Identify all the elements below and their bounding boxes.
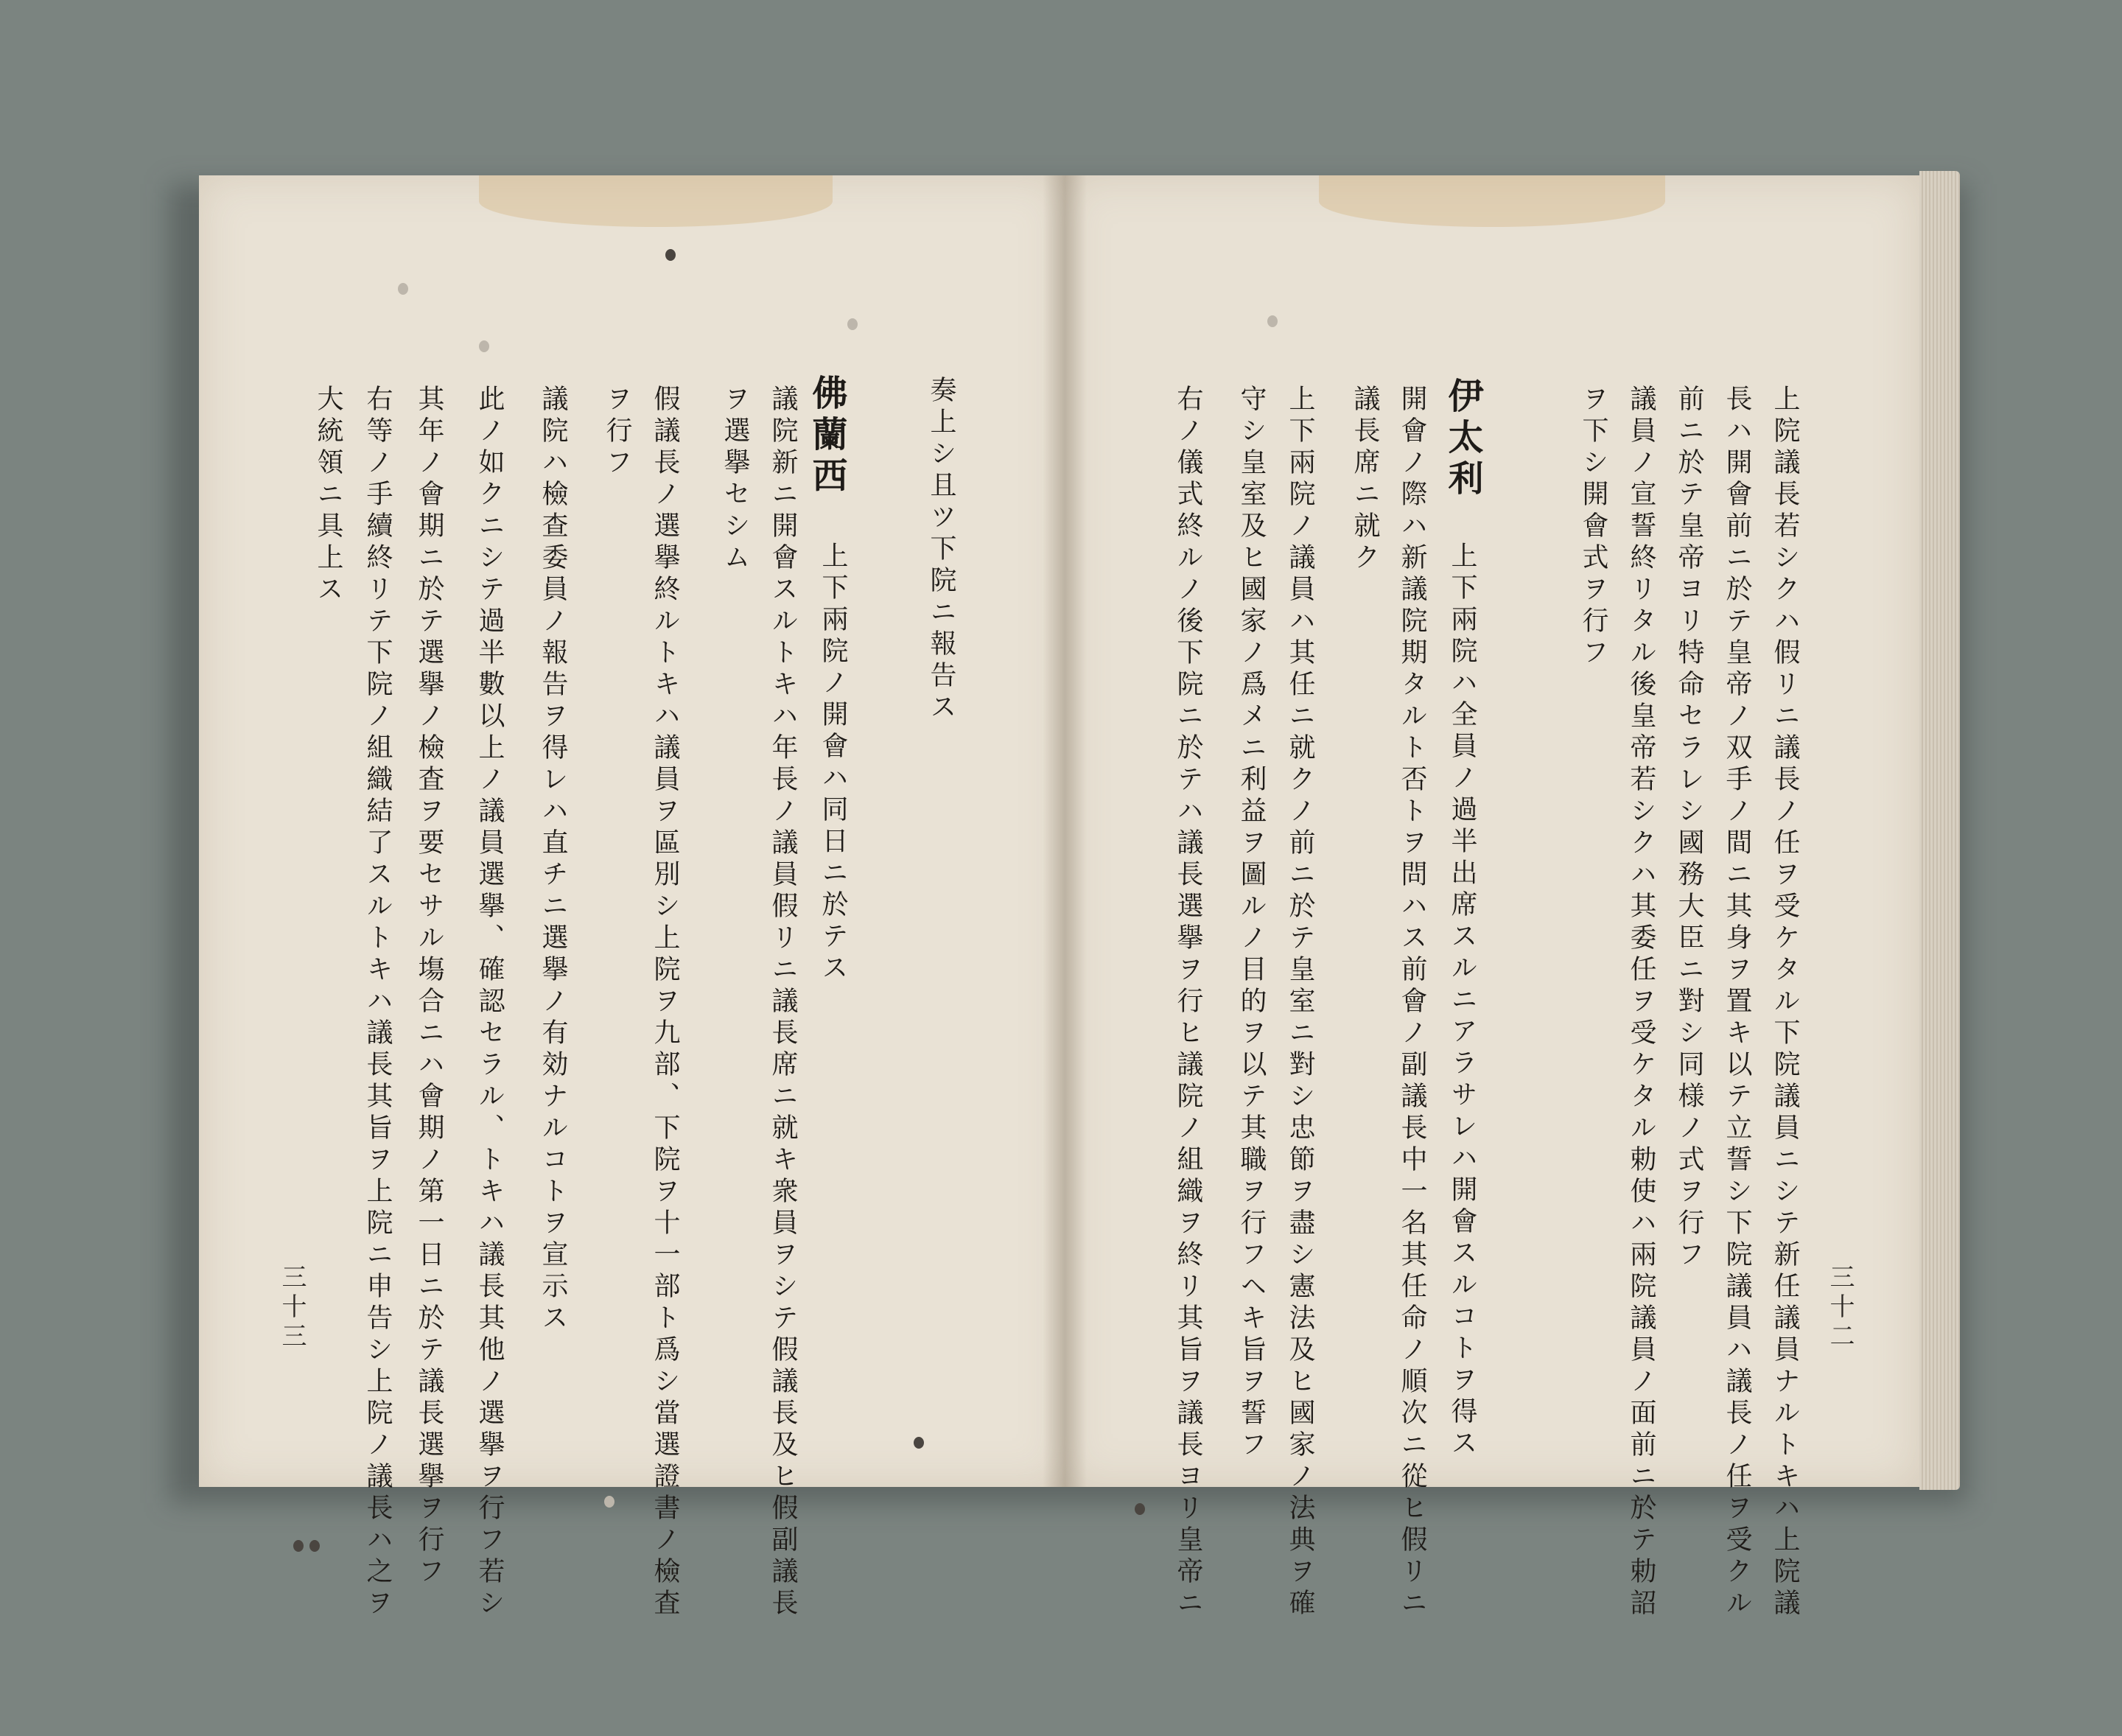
wormhole-spot	[1267, 315, 1278, 327]
top-stain-right	[1319, 175, 1665, 227]
text-column: ヲ選擧セシム	[720, 385, 750, 575]
wormhole-spot	[1135, 1503, 1145, 1515]
text-column: 開會ノ際ハ新議院期タルト否トヲ問ハス前會ノ副議長中一名其任命ノ順次ニ從ヒ假リニ	[1397, 385, 1427, 1620]
section-heading-france: 佛蘭西	[806, 374, 847, 498]
text-column: 右ノ儀式終ルノ後下院ニ於テハ議長選擧ヲ行ヒ議院ノ組織ヲ終リ其旨ヲ議長ヨリ皇帝ニ	[1173, 385, 1203, 1620]
text-column: 上下兩院ハ全員ノ過半出席スルニアラサレハ開會スルコトヲ得ス	[1447, 542, 1477, 1460]
text-column: 此ノ如クニシテ過半數以上ノ議員選擧、確認セラル、トキハ議長其他ノ選擧ヲ行フ若シ	[475, 385, 505, 1620]
page-number-left: 三十三	[277, 1264, 307, 1352]
text-column: 議員ノ宣誓終リタル後皇帝若シクハ其委任ヲ受ケタル勅使ハ兩院議員ノ面前ニ於テ勅詔	[1626, 385, 1656, 1620]
text-column: 奏上シ且ツ下院ニ報告ス	[926, 376, 956, 724]
book-gutter	[1043, 175, 1087, 1487]
text-column: ヲ下シ開會式ヲ行フ	[1578, 385, 1608, 670]
text-column: 右等ノ手續終リテ下院ノ組織結了スルトキハ議長其旨ヲ上院ニ申告シ上院ノ議長ハ之ヲ	[363, 385, 393, 1620]
wormhole-spot	[604, 1496, 614, 1508]
text-column: ヲ行フ	[602, 385, 632, 480]
text-column: 前ニ於テ皇帝ヨリ特命セラレシ國務大臣ニ對シ同様ノ式ヲ行フ	[1674, 385, 1704, 1272]
text-column: 上下兩院ノ開會ハ同日ニ於テス	[818, 542, 848, 985]
wormhole-spot	[479, 340, 489, 352]
section-heading-italy: 伊太利	[1442, 377, 1483, 501]
text-column: 長ハ開會前ニ於テ皇帝ノ双手ノ間ニ其身ヲ置キ以テ立誓シ下院議員ハ議長ノ任ヲ受クル	[1722, 385, 1752, 1620]
wormhole-spot	[309, 1540, 320, 1552]
wormhole-spot	[914, 1437, 924, 1449]
wormhole-spot	[665, 249, 676, 261]
page-number-right: 三十二	[1825, 1264, 1855, 1352]
text-column: 上下兩院ノ議員ハ其任ニ就クノ前ニ於テ皇室ニ對シ忠節ヲ盡シ憲法及ヒ國家ノ法典ヲ確	[1285, 385, 1315, 1620]
wormhole-spot	[847, 318, 858, 330]
page-edges	[1919, 171, 1960, 1490]
text-column: 假議長ノ選擧終ルトキハ議員ヲ區別シ上院ヲ九部、下院ヲ十一部ト爲シ當選證書ノ檢査	[650, 385, 680, 1620]
wormhole-spot	[398, 283, 408, 295]
left-page	[199, 175, 1065, 1487]
text-column: 上院議長若シクハ假リニ議長ノ任ヲ受ケタル下院議員ニシテ新任議員ナルトキハ上院議	[1770, 385, 1800, 1620]
text-column: 守シ皇室及ヒ國家ノ爲メニ利益ヲ圖ルノ目的ヲ以テ其職ヲ行フヘキ旨ヲ誓フ	[1236, 385, 1267, 1462]
text-column: 議院ハ檢查委員ノ報告ヲ得レハ直チニ選擧ノ有効ナルコトヲ宣示ス	[538, 385, 568, 1335]
wormhole-spot	[293, 1540, 304, 1552]
text-column: 議長席ニ就ク	[1350, 385, 1380, 575]
text-column: 議院新ニ開會スルトキハ年長ノ議員假リニ議長席ニ就キ衆員ヲシテ假議長及ヒ假副議長	[768, 385, 798, 1620]
text-column: 大統領ニ具上ス	[313, 385, 343, 606]
top-stain-left	[479, 175, 833, 227]
text-column: 其年ノ會期ニ於テ選擧ノ檢査ヲ要セサル塲合ニハ會期ノ第一日ニ於テ議長選擧ヲ行フ	[414, 385, 444, 1589]
